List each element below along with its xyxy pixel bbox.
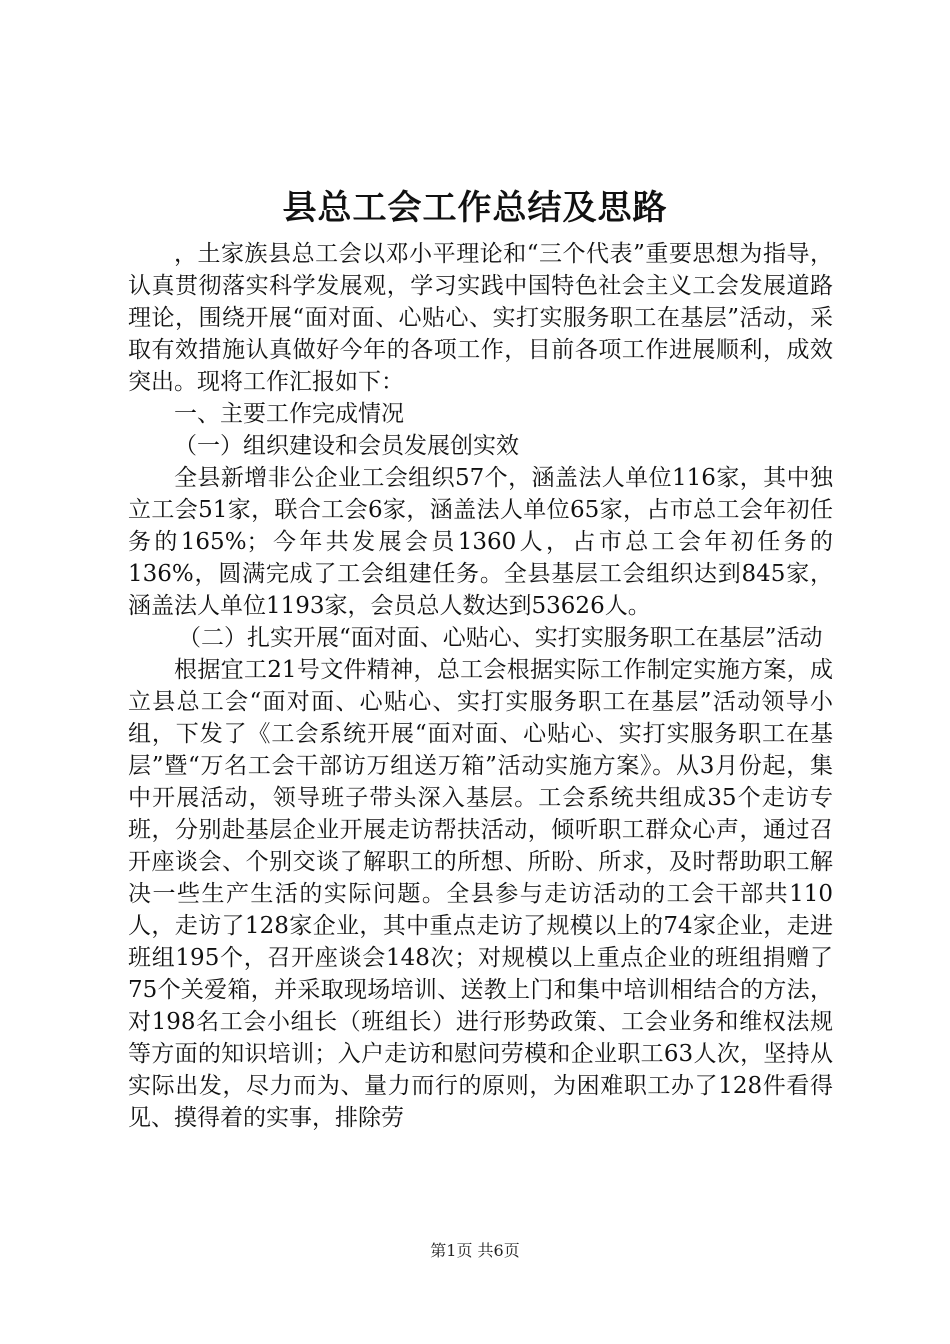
section-heading-main-work: 一、主要工作完成情况 <box>174 401 404 427</box>
document-body <box>128 238 833 1134</box>
document-title: 县总工会工作总结及思路 <box>282 188 668 228</box>
intro-paragraph: ，土家族县总工会以邓小平理论和“三个代表”重要思想为指导，认真贯彻落实科学发展观，学习实践中国特色社会主义工会发展道路理论，围绕开展“面对面、心贴心、实打实服务职工在基层”活动，采取有效措施认真做好今年的各项工作，目前各项工作进展顺利，成效突出。现将工作汇报如下： <box>128 241 833 395</box>
activity-paragraph: 根据宜工21号文件精神，总工会根据实际工作制定实施方案，成立县总工会“面对面、心贴心、实打实服务职工在基层”活动领导小组，下发了《工会系统开展“面对面、心贴心、实打实服务职工在基层”暨“万名工会干部访万组送万箱”活动实施方案》。从3月份起，集中开展活动，领导班子带头深入基层。工会系统共组成35个走访专班，分别赴基层企业开展走访帮扶活动，倾听职工群众心声，通过召开座谈会、个别交谈了解职工的所想、所盼、所求，及时帮助职工解决一些生产生活的实际问题。全县参与走访活动的工会干部共110人，走访了128家企业，其中重点走访了规模以上的74家企业，走进班组195个，召开座谈会148次；对规模以上重点企业的班组捐赠了75个关爱箱，并采取现场培训、送教上门和集中培训相结合的方法，对198名工会小组长（班组长）进行形势政策、工会业务和维权法规等方面的知识培训；入户走访和慰问劳模和企业职工63人次，坚持从实际出发，尽力而为、量力而行的原则，为困难职工办了128件看得见、摸得着的实事，排除劳 <box>128 657 833 1131</box>
page-footer: 第1页 共6页 <box>430 1241 520 1260</box>
subsection-heading-activity: （二）扎实开展“面对面、心贴心、实打实服务职工在基层”活动 <box>178 625 823 651</box>
subsection-heading-organization: （一）组织建设和会员发展创实效 <box>174 433 519 459</box>
organization-paragraph: 全县新增非公企业工会组织57个，涵盖法人单位116家，其中独立工会51家，联合工会6家，涵盖法人单位65家，占市总工会年初任务的165%；今年共发展会员1360人，占市总工会年初任务的136%，圆满完成了工会组建任务。全县基层工会组织达到845家，涵盖法人单位1193家，会员总人数达到53626人。 <box>128 465 833 619</box>
